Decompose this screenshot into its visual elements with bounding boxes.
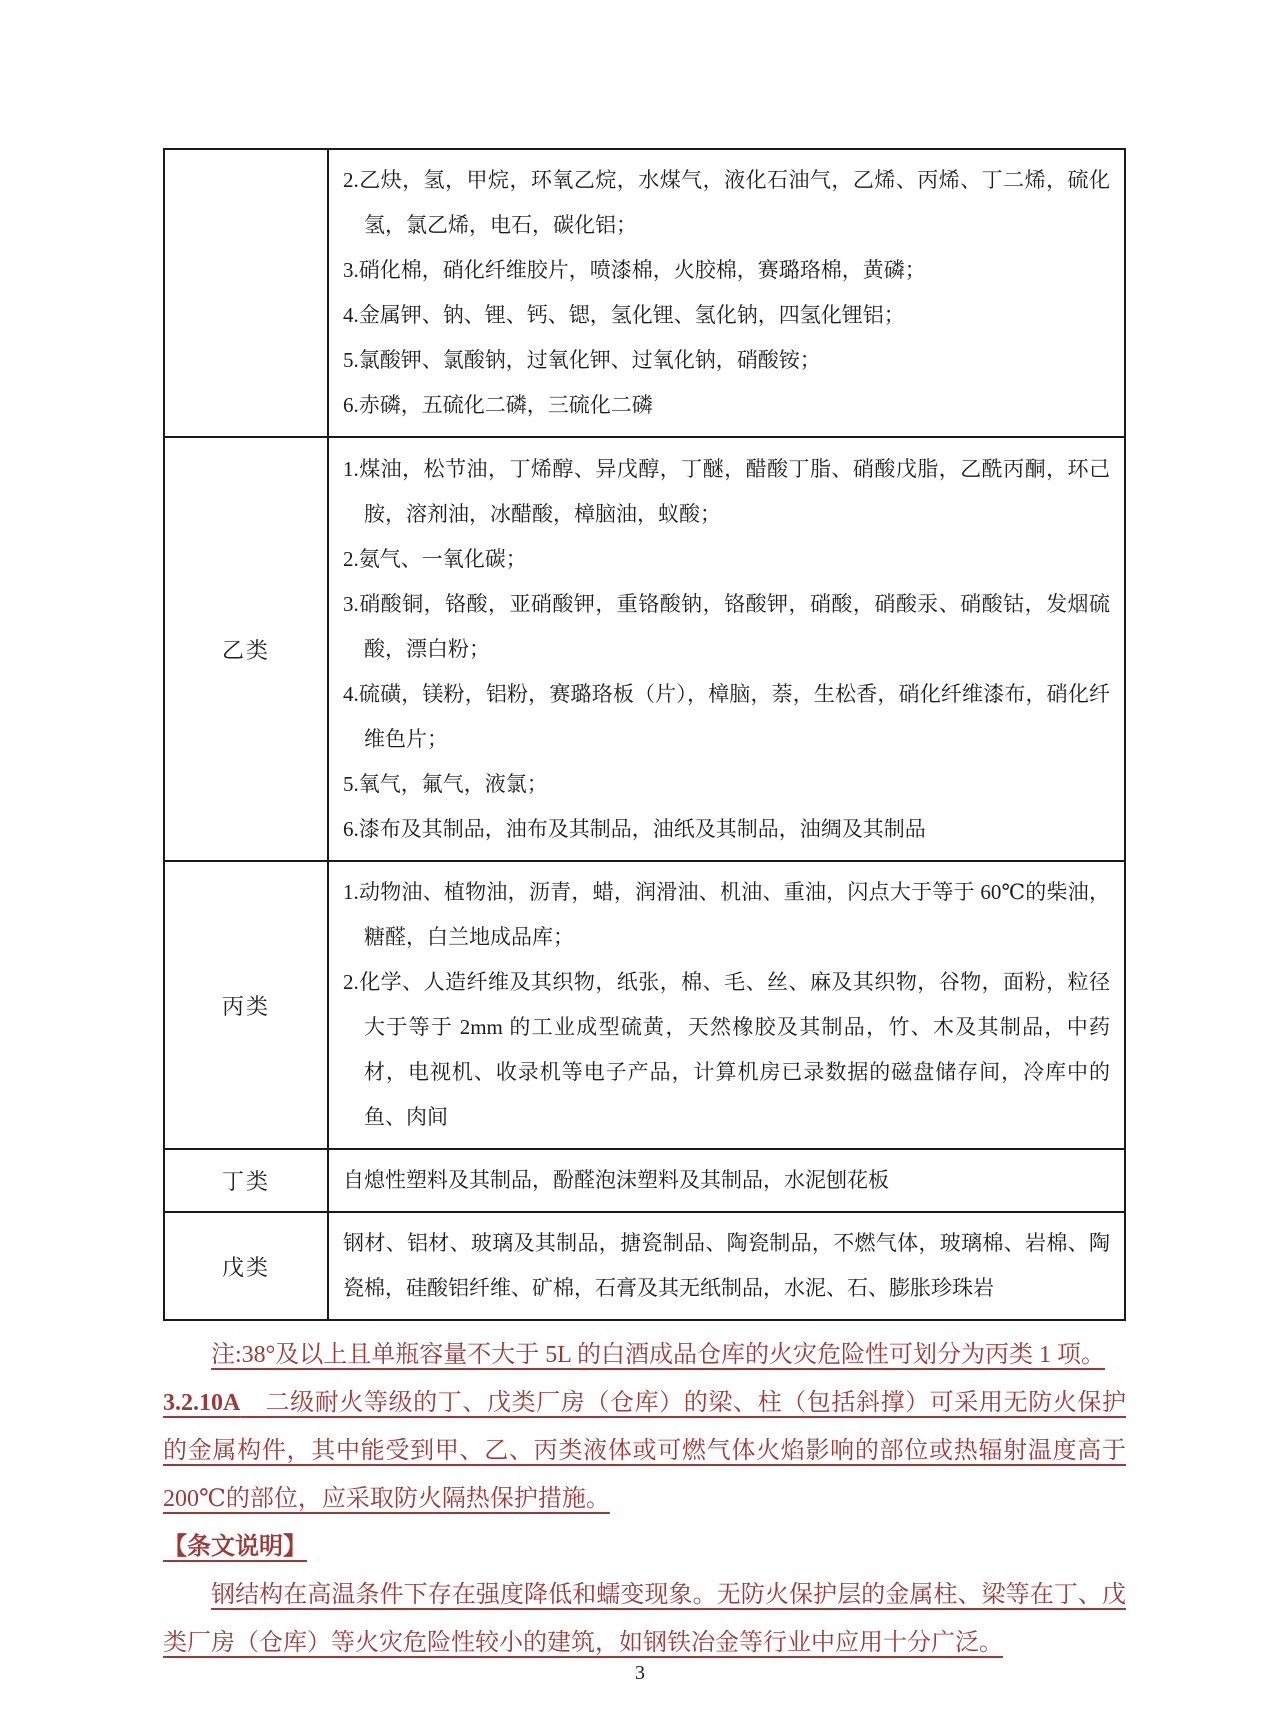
- category-cell: [164, 149, 328, 437]
- hazard-table-body: [164, 149, 1125, 1320]
- item-text: 2.乙炔，氢，甲烷，环氧乙烷，水煤气，液化石油气，乙烯、丙烯、丁二烯，硫化氢，氯乙烯，电石，碳化铝；: [343, 168, 1110, 237]
- commentary-header-label: 【条文说明】: [163, 1534, 307, 1560]
- note-paragraph: 注:38°及以上且单瓶容量不大于 5L 的白酒成品仓库的火灾危险性可划分为丙类 1 项。: [211, 1342, 1106, 1368]
- item-text: 钢材、铝材、玻璃及其制品，搪瓷制品、陶瓷制品，不燃气体，玻璃棉、岩棉、陶瓷棉，硅酸铝纤维、矿棉，石膏及其无纸制品，水泥、石、膨胀珍珠岩: [343, 1231, 1110, 1300]
- item-text: 3.硝酸铜，铬酸，亚硝酸钾，重铬酸钠，铬酸钾，硝酸，硝酸汞、硝酸钴，发烟硫酸，漂白粉；: [343, 591, 1110, 661]
- code-amendment-section: [163, 1331, 1126, 1667]
- items-cell: [328, 149, 1125, 437]
- item-text: 5.氯酸钾、氯酸钠，过氧化钾、过氧化钠，硝酸铵；: [343, 348, 821, 372]
- commentary-header: [163, 1523, 1126, 1571]
- category-cell: 戊类: [164, 1212, 328, 1320]
- items-cell: [328, 861, 1125, 1149]
- table-row: [164, 861, 1125, 1149]
- page-content: [163, 148, 1133, 1667]
- commentary-paragraph: 钢结构在高温条件下存在强度降低和蠕变现象。无防火保护层的金属柱、梁等在丁、戊类厂房（仓库）等火灾危险性较小的建筑，如钢铁冶金等行业中应用十分广泛。: [163, 1582, 1126, 1656]
- item-text: 2.氨气、一氧化碳；: [343, 546, 527, 571]
- fire-hazard-classification-table: [163, 148, 1126, 1321]
- item-text: 6.漆布及其制品，油布及其制品，油纸及其制品，油绸及其制品: [343, 816, 926, 841]
- item-text: 4.金属钾、钠、锂、钙、锶，氢化锂、氢化钠，四氢化锂铝；: [343, 303, 905, 327]
- table-row: [164, 437, 1125, 861]
- clause-paragraph: [163, 1379, 1126, 1523]
- category-cell: 丙类: [164, 861, 328, 1149]
- category-cell: 乙类: [164, 437, 328, 861]
- items-cell: [328, 1149, 1125, 1212]
- page-number: 3: [635, 1662, 645, 1684]
- category-cell: 丁类: [164, 1149, 328, 1212]
- table-row: [164, 1149, 1125, 1212]
- item-text: 1.煤油，松节油，丁烯醇、异戊醇，丁醚，醋酸丁脂、硝酸戊脂，乙酰丙酮，环己胺，溶剂油，冰醋酸，樟脑油，蚁酸；: [343, 456, 1110, 526]
- item-text: 自熄性塑料及其制品，酚醛泡沫塑料及其制品，水泥刨花板: [343, 1168, 889, 1192]
- items-cell: [328, 437, 1125, 861]
- item-text: 2.化学、人造纤维及其织物，纸张，棉、毛、丝、麻及其织物，谷物，面粉，粒径大于等于 2mm 的工业成型硫黄，天然橡胶及其制品，竹、木及其制品，中药材，电视机、收录机等电子产品，计算机房已录数据的磁盘储存间，冷库中的鱼、肉间: [343, 970, 1110, 1129]
- item-text: 4.硫磺，镁粉，铝粉，赛璐珞板（片），樟脑，萘，生松香，硝化纤维漆布，硝化纤维色片；: [343, 681, 1110, 751]
- table-row: [164, 1212, 1125, 1320]
- item-text: 6.赤磷，五硫化二磷，三硫化二磷: [343, 393, 653, 417]
- items-cell: [328, 1212, 1125, 1320]
- clause-number: 3.2.10A: [163, 1390, 241, 1416]
- item-text: 5.氧气，氟气，液氯；: [343, 771, 548, 796]
- table-row: [164, 149, 1125, 437]
- item-text: 3.硝化棉，硝化纤维胶片，喷漆棉，火胶棉，赛璐珞棉，黄磷；: [343, 258, 926, 282]
- item-text: 1.动物油、植物油，沥青，蜡，润滑油、机油、重油，闪点大于等于 60℃的柴油，糖醛，白兰地成品库；: [343, 880, 1110, 949]
- clause-text: 二级耐火等级的丁、戊类厂房（仓库）的梁、柱（包括斜撑）可采用无防火保护的金属构件，其中能受到甲、乙、丙类液体或可燃气体火焰影响的部位或热辐射温度高于 200℃的部位，应采取防火隔热保护措施。: [163, 1390, 1126, 1512]
